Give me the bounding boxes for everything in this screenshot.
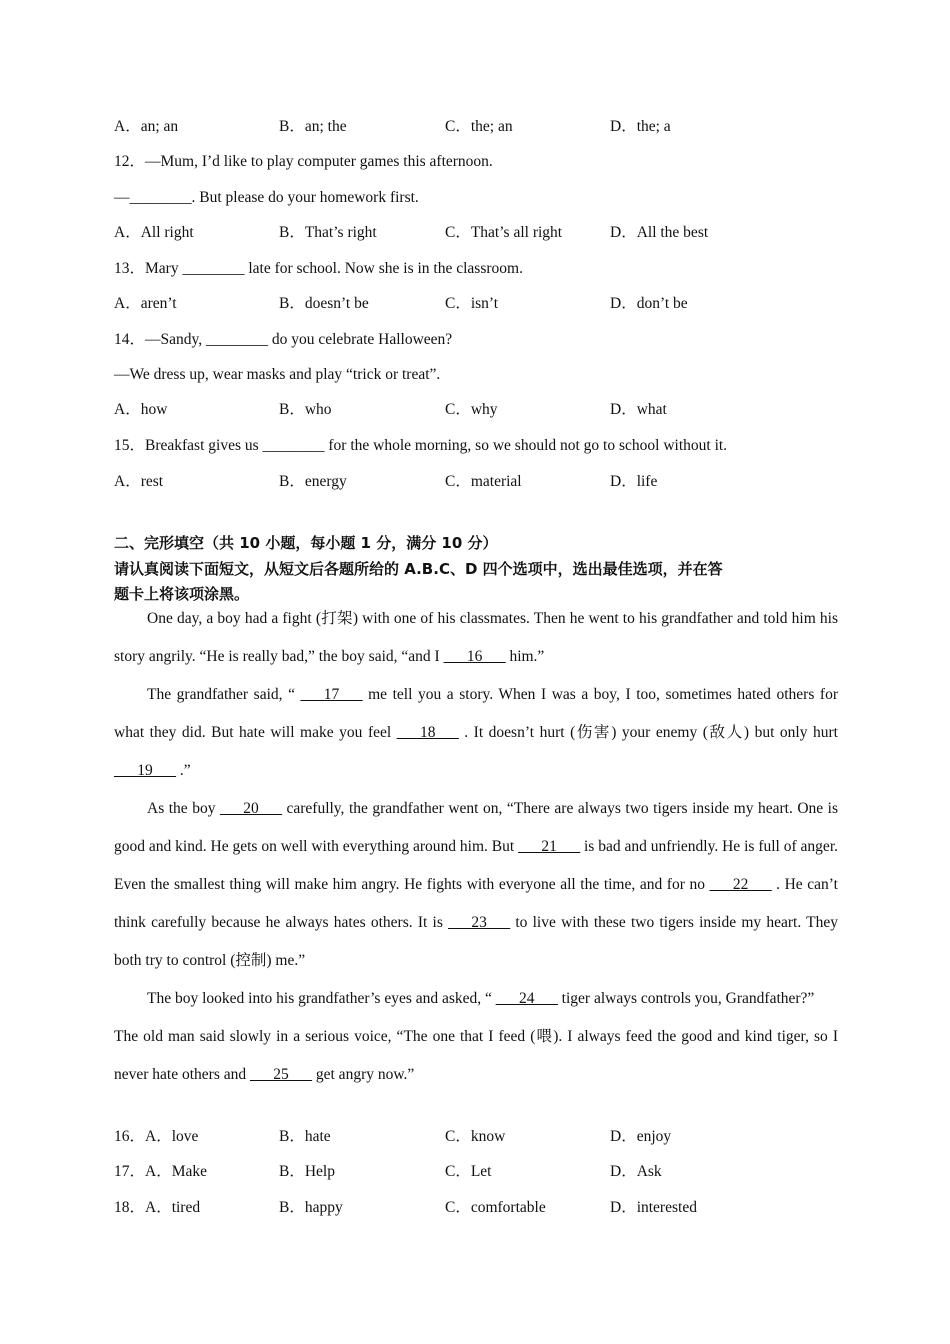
q13-option-c: C．isn’t — [445, 295, 499, 312]
q14-question: 14．—Sandy, ________ do you celebrate Halloween? — [114, 331, 453, 348]
q12-option-c: C．That’s all right — [445, 224, 563, 241]
passage-paragraph-2 — [114, 676, 838, 790]
blank-24: ___24___ — [495, 990, 558, 1007]
passage — [114, 600, 838, 1094]
passage-text: is bad and unfriendly. He is full of anger. Even the smallest thing will make him angry. He fights with everyone all the time, and for no — [114, 838, 838, 893]
passage-paragraph-1 — [114, 600, 838, 676]
passage-text: . It doesn’t hurt (伤害) your enemy (敌人) but only hurt — [458, 724, 838, 741]
q12-option-d: D．All the best — [610, 224, 709, 241]
q12-reply: —________. But please do your homework first. — [114, 189, 419, 206]
q11-option-b: B．an; the — [279, 118, 347, 135]
passage-text: me tell you a story. When I was a boy, I too, sometimes hated others for what they did. But hate will make you feel — [114, 686, 838, 741]
q11-option-a: A．an; an — [114, 118, 179, 135]
q14-option-d: D．what — [610, 401, 667, 418]
blank-18: ___18___ — [396, 724, 459, 741]
q14-option-b: B．who — [279, 401, 332, 418]
blank-25: ___25___ — [250, 1066, 312, 1083]
q14-option-c: C．why — [445, 401, 498, 418]
passage-paragraph-4 — [114, 980, 838, 1018]
q12-option-b: B．That’s right — [279, 224, 377, 241]
q18-option-c: C．comfortable — [445, 1199, 546, 1216]
section2-instruction-line2: 题卡上将该项涂黑。 — [114, 585, 250, 603]
q15-question: 15．Breakfast gives us ________ for the whole morning, so we should not go to school without it. — [114, 437, 728, 454]
q15-option-b: B．energy — [279, 473, 347, 490]
blank-22: ___22___ — [709, 876, 772, 893]
q16-option-a: 16．A．love — [114, 1128, 199, 1145]
passage-text: One day, a boy had a fight (打架) with one of his classmates. Then he went to his grandfather and told him his story angrily. “He is really bad,” the boy said, “and I — [114, 610, 838, 665]
passage-text: get angry now.” — [312, 1066, 415, 1083]
q16-option-b: B．hate — [279, 1128, 331, 1145]
passage-text: The old man said slowly in a serious voice, “The one that I feed (喂). I always feed the good and kind tiger, so I never hate others and — [114, 1028, 838, 1083]
passage-paragraph-3 — [114, 790, 838, 980]
blank-16: ___16___ — [443, 648, 506, 665]
passage-text: carefully, the grandfather went on, “There are always two tigers inside my heart. One is good and kind. He gets on well with everything around him. But — [114, 800, 839, 855]
blank-21: ___21___ — [518, 838, 581, 855]
q13-option-d: D．don’t be — [610, 295, 688, 312]
q18-option-a: 18．A．tired — [114, 1199, 201, 1216]
q16-option-d: D．enjoy — [610, 1128, 672, 1145]
q16-option-c: C．know — [445, 1128, 506, 1145]
q15-option-a: A．rest — [114, 473, 164, 490]
blank-23: ___23___ — [448, 914, 511, 931]
passage-paragraph-5 — [114, 1018, 838, 1094]
q17-option-b: B．Help — [279, 1163, 335, 1180]
passage-text: him.” — [505, 648, 545, 665]
q13-question: 13．Mary ________ late for school. Now she is in the classroom. — [114, 260, 523, 277]
q17-option-a: 17．A．Make — [114, 1163, 207, 1180]
passage-text: to live with these two tigers inside my heart. They both try to control (控制) me.” — [114, 914, 839, 969]
q12-question: 12．—Mum, I’d like to play computer games this afternoon. — [114, 153, 493, 170]
blank-17: ___17___ — [300, 686, 363, 703]
q14-reply: —We dress up, wear masks and play “trick or treat”. — [114, 366, 441, 383]
passage-text: .” — [176, 762, 191, 779]
passage-text: As the boy — [147, 800, 220, 817]
q11-option-c: C．the; an — [445, 118, 513, 135]
q18-option-d: D．interested — [610, 1199, 697, 1216]
q12-option-a: A．All right — [114, 224, 194, 241]
q15-option-d: D．life — [610, 473, 658, 490]
passage-text: The boy looked into his grandfather’s eyes and asked, “ — [147, 990, 496, 1007]
q18-option-b: B．happy — [279, 1199, 343, 1216]
q17-option-d: D．Ask — [610, 1163, 662, 1180]
passage-text: tiger always controls you, Grandfather?” — [557, 990, 815, 1007]
blank-20: ___20___ — [219, 800, 282, 817]
section2-title: 二、完形填空（共 10 小题，每小题 1 分，满分 10 分） — [114, 534, 498, 552]
q11-option-d: D．the; a — [610, 118, 671, 135]
blank-19: ___19___ — [114, 762, 176, 779]
q17-option-c: C．Let — [445, 1163, 492, 1180]
q15-option-c: C．material — [445, 473, 522, 490]
q13-option-a: A．aren’t — [114, 295, 177, 312]
q13-option-b: B．doesn’t be — [279, 295, 369, 312]
passage-text: The grandfather said, “ — [147, 686, 301, 703]
q14-option-a: A．how — [114, 401, 168, 418]
section2-instruction-line1: 请认真阅读下面短文，从短文后各题所给的 A.B.C、D 四个选项中，选出最佳选项，并在答 — [114, 560, 723, 578]
passage-text: . He can’t think carefully because he always hates others. It is — [114, 876, 838, 931]
